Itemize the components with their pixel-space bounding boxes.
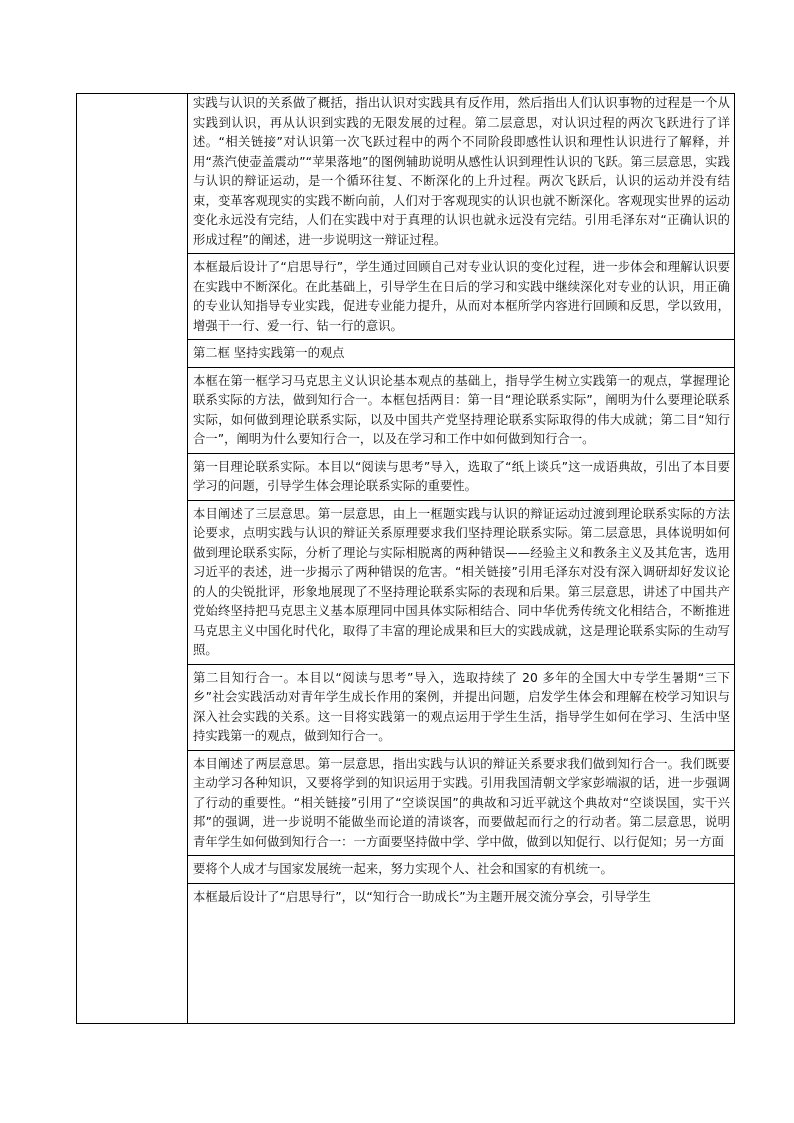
paragraph-three-meanings: 本目阐述了三层意思。第一层意思，由上一框题实践与认识的辩证运动过渡到理论联系实际的方法论要求，点明实践与认识的辩证关系原理要求我们坚持理论联系实际。第二层意思，具体说明如何做到理论联系实际，分析了理论与实际相脱离的两种错误——经验主义和教条主义及其危害，选用习近平的表述，进一步揭示了两种错误的危害。“相关链接”引用毛泽东对没有深入调研却好发议论的人的尖锐批评，形象地展现了不坚持理论联系实际的表现和后果。第三层意思，讲述了中国共产党始终坚持把马克思主义基本原理同中国具体实际相结合、同中华优秀传统文化相结合，不断推进马克思主义中国化时代化，取得了丰富的理论成果和巨大的实践成就，这是理论联系实际的生动写照。 (193, 506, 730, 657)
row-divider (188, 367, 734, 368)
content-cell (188, 94, 735, 1024)
paragraph-first-item: 第一目理论联系实际。本目以“阅读与思考”导入，选取了“纸上谈兵”这一成语典故，引出了本目要学习的问题，引导学生体会理论联系实际的重要性。 (193, 459, 730, 493)
row-divider (188, 253, 734, 254)
row-divider (188, 664, 734, 665)
section-heading-second-frame: 第二框 坚持实践第一的观点 (193, 346, 345, 360)
paragraph-practice-cognition: 实践与认识的关系做了概括，指出认识对实践具有反作用，然后指出人们认识事物的过程是一个从实践到认识，再从认识到实践的无限发展的过程。第二层意思，对认识过程的两次飞跃进行了详述。“相关链接”对认识第一次飞跃过程中的两个不同阶段即感性认识和理性认识进行了解释，并用“蒸汽使壶盖震动”“苹果落地”的图例辅助说明从感性认识到理性认识的飞跃。第三层意思，实践与认识的辩证运动，是一个循环往复、不断深化的上升过程。两次飞跃后，认识的运动并没有结束，变革客观现实的实践不断向前，人们对于客观现实的认识也就不断深化。客观现实世界的运动变化永远没有完结，人们在实践中对于真理的认识也就永远没有完结。引用毛泽东对“正确认识的形成过程”的阐述，进一步说明这一辩证过程。 (193, 96, 730, 247)
table-row (77, 94, 735, 1024)
row-divider (188, 855, 734, 856)
left-label-cell (77, 94, 188, 1024)
paragraph-qisi-daoxing-1: 本框最后设计了“启思导行”，学生通过回顾自己对专业认识的变化过程，进一步体会和理解认识要在实践中不断深化。在此基础上，引导学生在日后的学习和实践中继续深化对专业的认识，用正确的专业认知指导专业实践，促进专业能力提升，从而对本框所学内容进行回顾和反思，学以致用，增强干一行、爱一行、钻一行的意识。 (193, 260, 730, 333)
row-divider (188, 453, 734, 454)
paragraph-unity: 要将个人成才与国家发展统一起来，努力实现个人、社会和国家的有机统一。 (193, 862, 613, 876)
row-divider (188, 500, 734, 501)
lesson-plan-table (76, 93, 735, 1024)
paragraph-qisi-daoxing-2: 本框最后设计了“启思导行”，以“知行合一助成长”为主题开展交流分享会，引导学生 (193, 889, 651, 904)
row-divider (188, 339, 734, 340)
paragraph-two-meanings: 本目阐述了两层意思。第一层意思，指出实践与认识的辩证关系要求我们做到知行合一。我们既要主动学习各种知识，又要将学到的知识运用于实践。引用我国清朝文学家彭端淑的话，进一步强调了行动的重要性。“相关链接”引用了“空谈误国”的典故和习近平就这个典故对“空谈误国，实干兴邦”的强调，进一步说明不能做坐而论道的清谈客，而要做起而行之的行动者。第二层意思，说明青年学生如何做到知行合一：一方面要坚持做中学、学中做，做到以知促行、以行促知；另一方面 (193, 756, 730, 849)
row-divider (188, 750, 734, 751)
paragraph-frame-overview: 本框在第一框学习马克思主义认识论基本观点的基础上，指导学生树立实践第一的观点，掌握理论联系实际的方法，做到知行合一。本框包括两目：第一目“理论联系实际”，阐明为什么要理论联系实际，如何做到理论联系实际，以及中国共产党坚持理论联系实际取得的伟大成就；第二目“知行合一”，阐明为什么要知行合一，以及在学习和工作中如何做到知行合一。 (193, 373, 730, 446)
paragraph-second-item: 第二目知行合一。本目以“阅读与思考”导入，选取持续了 20 多年的全国大中专学生暑期“三下乡”社会实践活动对青年学生成长作用的案例，并提出问题，启发学生体会和理解在校学习知识与深入社会实践的关系。这一目将实践第一的观点运用于学生生活，指导学生如何在学习、生活中坚持实践第一的观点，做到知行合一。 (193, 670, 730, 743)
row-divider (188, 883, 734, 884)
